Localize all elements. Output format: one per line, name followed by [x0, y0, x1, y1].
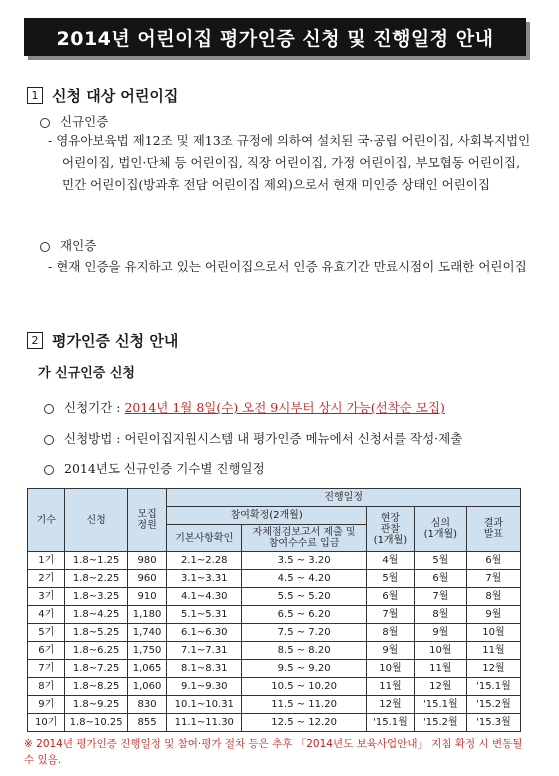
table-cell-review: 6월 [414, 570, 466, 588]
table-row [28, 588, 521, 606]
re-cert-description: - 현재 인증을 유지하고 있는 어린이집으로서 인증 유효기간 만료시점이 도래한 어린이집 [48, 259, 527, 274]
period-row [44, 398, 445, 416]
table-cell-self: 3.5 ~ 3.20 [242, 552, 367, 570]
table-cell-onsite: 7월 [367, 606, 415, 624]
table-cell-onsite: 4월 [367, 552, 415, 570]
table-cell-result: 9월 [466, 606, 520, 624]
table-cell-basic: 6.1~6.30 [167, 624, 242, 642]
col-review: 심의 (1개월) [414, 507, 466, 552]
section2-number: 2 [27, 332, 43, 349]
col-result: 결과 발표 [466, 507, 520, 552]
table-cell-apply: 1.8~9.25 [65, 696, 127, 714]
table-cell-onsite: 6월 [367, 588, 415, 606]
table-cell-review: '15.1월 [414, 696, 466, 714]
table-cell-apply: 1.8~6.25 [65, 642, 127, 660]
method-row [44, 429, 462, 447]
method-label: 신청방법 : [64, 431, 121, 446]
table-row [28, 606, 521, 624]
table-cell-result: '15.1월 [466, 678, 520, 696]
table-cell-quota: 855 [127, 714, 167, 732]
section1-heading [27, 85, 178, 106]
new-cert-label-row [40, 112, 108, 130]
table-row [28, 552, 521, 570]
circle-bullet-icon [40, 118, 50, 128]
table-cell-review: 7월 [414, 588, 466, 606]
table-cell-c: 5기 [28, 624, 65, 642]
schedule-table [27, 488, 521, 732]
table-cell-review: 11월 [414, 660, 466, 678]
table-row [28, 696, 521, 714]
col-apply: 신청 [65, 489, 127, 552]
circle-bullet-icon [40, 242, 50, 252]
table-cell-c: 1기 [28, 552, 65, 570]
table-cell-review: 9월 [414, 624, 466, 642]
table-cell-result: 8월 [466, 588, 520, 606]
table-cell-self: 11.5 ~ 11.20 [242, 696, 367, 714]
table-cell-apply: 1.8~10.25 [65, 714, 127, 732]
schedule-label: 2014년도 신규인증 기수별 진행일정 [64, 461, 265, 476]
table-row [28, 678, 521, 696]
table-cell-result: 10월 [466, 624, 520, 642]
table-cell-self: 8.5 ~ 8.20 [242, 642, 367, 660]
circle-bullet-icon [44, 435, 54, 445]
table-cell-result: 7월 [466, 570, 520, 588]
table-cell-apply: 1.8~4.25 [65, 606, 127, 624]
table-cell-review: 5월 [414, 552, 466, 570]
table-cell-result: '15.3월 [466, 714, 520, 732]
col-basic: 기본사항확인 [167, 525, 242, 552]
table-cell-apply: 1.8~1.25 [65, 552, 127, 570]
table-cell-review: 12월 [414, 678, 466, 696]
re-cert-label-row [40, 236, 96, 254]
new-cert-label: 신규인증 [60, 114, 109, 129]
table-cell-apply: 1.8~3.25 [65, 588, 127, 606]
circle-bullet-icon [44, 404, 54, 414]
table-cell-review: 8월 [414, 606, 466, 624]
table-cell-basic: 11.1~11.30 [167, 714, 242, 732]
table-cell-basic: 10.1~10.31 [167, 696, 242, 714]
table-cell-apply: 1.8~7.25 [65, 660, 127, 678]
table-cell-c: 8기 [28, 678, 65, 696]
table-cell-onsite: 8월 [367, 624, 415, 642]
section1-title: 신청 대상 어린이집 [52, 87, 179, 105]
table-cell-result: 12월 [466, 660, 520, 678]
table-cell-quota: 1,180 [127, 606, 167, 624]
table-cell-quota: 1,065 [127, 660, 167, 678]
table-cell-onsite: 10월 [367, 660, 415, 678]
table-cell-self: 7.5 ~ 7.20 [242, 624, 367, 642]
circle-bullet-icon [44, 465, 54, 475]
re-cert-label: 재인증 [60, 238, 97, 253]
table-cell-c: 2기 [28, 570, 65, 588]
table-cell-quota: 980 [127, 552, 167, 570]
table-cell-onsite: 12월 [367, 696, 415, 714]
table-cell-c: 4기 [28, 606, 65, 624]
table-cell-onsite: 5월 [367, 570, 415, 588]
table-cell-quota: 910 [127, 588, 167, 606]
section1-number: 1 [27, 87, 43, 104]
table-cell-review: 10월 [414, 642, 466, 660]
table-cell-self: 9.5 ~ 9.20 [242, 660, 367, 678]
page-title: 2014년 어린이집 평가인증 신청 및 진행일정 안내 [24, 18, 526, 56]
table-cell-apply: 1.8~8.25 [65, 678, 127, 696]
table-cell-result: 6월 [466, 552, 520, 570]
col-cohort: 기수 [28, 489, 65, 552]
subsection-title: 가 신규인증 신청 [38, 366, 135, 381]
new-cert-description: - 영유아보육법 제12조 및 제13조 규정에 의하여 설치된 국·공립 어린이집, 사회복지법인 어린이집, 법인·단체 등 어린이집, 직장 어린이집, 가정 어린이집, 부모협동 어린이집, 민간 어린이집(방과후 전담 어린이집 제외)으로서 현재 미인증 상태인 어린이집 [48, 133, 531, 192]
table-cell-quota: 1,060 [127, 678, 167, 696]
table-row [28, 642, 521, 660]
period-label: 신청기간 : [64, 400, 121, 415]
table-cell-result: 11월 [466, 642, 520, 660]
table-cell-onsite: 11월 [367, 678, 415, 696]
table-cell-c: 9기 [28, 696, 65, 714]
period-value: 2014년 1월 8일(수) 오전 9시부터 상시 가능(선착순 모집) [124, 400, 445, 415]
col-participation: 참여확정(2개월) [167, 507, 367, 525]
table-cell-quota: 960 [127, 570, 167, 588]
method-value: 어린이집지원시스템 내 평가인증 메뉴에서 신청서를 작성·제출 [124, 431, 463, 446]
col-self-report: 자체점검보고서 제출 및 참여수수료 입금 [242, 525, 367, 552]
table-cell-review: '15.2월 [414, 714, 466, 732]
footnote: ※ 2014년 평가인증 진행일정 및 참여·평가 절차 등은 추후 「2014년도 보육사업안내」 지침 확정 시 변동될 수 있음. [24, 738, 523, 766]
table-cell-self: 4.5 ~ 4.20 [242, 570, 367, 588]
table-cell-basic: 7.1~7.31 [167, 642, 242, 660]
schedule-row [44, 459, 265, 477]
table-cell-basic: 8.1~8.31 [167, 660, 242, 678]
table-cell-basic: 5.1~5.31 [167, 606, 242, 624]
table-cell-self: 10.5 ~ 10.20 [242, 678, 367, 696]
table-cell-onsite: 9월 [367, 642, 415, 660]
table-cell-result: '15.2월 [466, 696, 520, 714]
table-cell-apply: 1.8~5.25 [65, 624, 127, 642]
col-quota: 모집 정원 [127, 489, 167, 552]
table-cell-c: 3기 [28, 588, 65, 606]
table-cell-c: 10기 [28, 714, 65, 732]
table-cell-quota: 1,750 [127, 642, 167, 660]
table-cell-basic: 3.1~3.31 [167, 570, 242, 588]
table-cell-quota: 830 [127, 696, 167, 714]
col-onsite: 현장 관찰 (1개월) [367, 507, 415, 552]
section2-heading [27, 330, 178, 351]
table-cell-c: 7기 [28, 660, 65, 678]
col-progress: 진행일정 [167, 489, 521, 507]
table-cell-onsite: '15.1월 [367, 714, 415, 732]
table-cell-c: 6기 [28, 642, 65, 660]
table-cell-basic: 2.1~2.28 [167, 552, 242, 570]
table-row [28, 624, 521, 642]
table-row [28, 660, 521, 678]
table-cell-apply: 1.8~2.25 [65, 570, 127, 588]
table-cell-self: 6.5 ~ 6.20 [242, 606, 367, 624]
table-row [28, 570, 521, 588]
section2-title: 평가인증 신청 안내 [52, 332, 179, 350]
table-cell-self: 12.5 ~ 12.20 [242, 714, 367, 732]
table-cell-quota: 1,740 [127, 624, 167, 642]
table-row [28, 714, 521, 732]
table-cell-basic: 4.1~4.30 [167, 588, 242, 606]
table-cell-self: 5.5 ~ 5.20 [242, 588, 367, 606]
table-cell-basic: 9.1~9.30 [167, 678, 242, 696]
